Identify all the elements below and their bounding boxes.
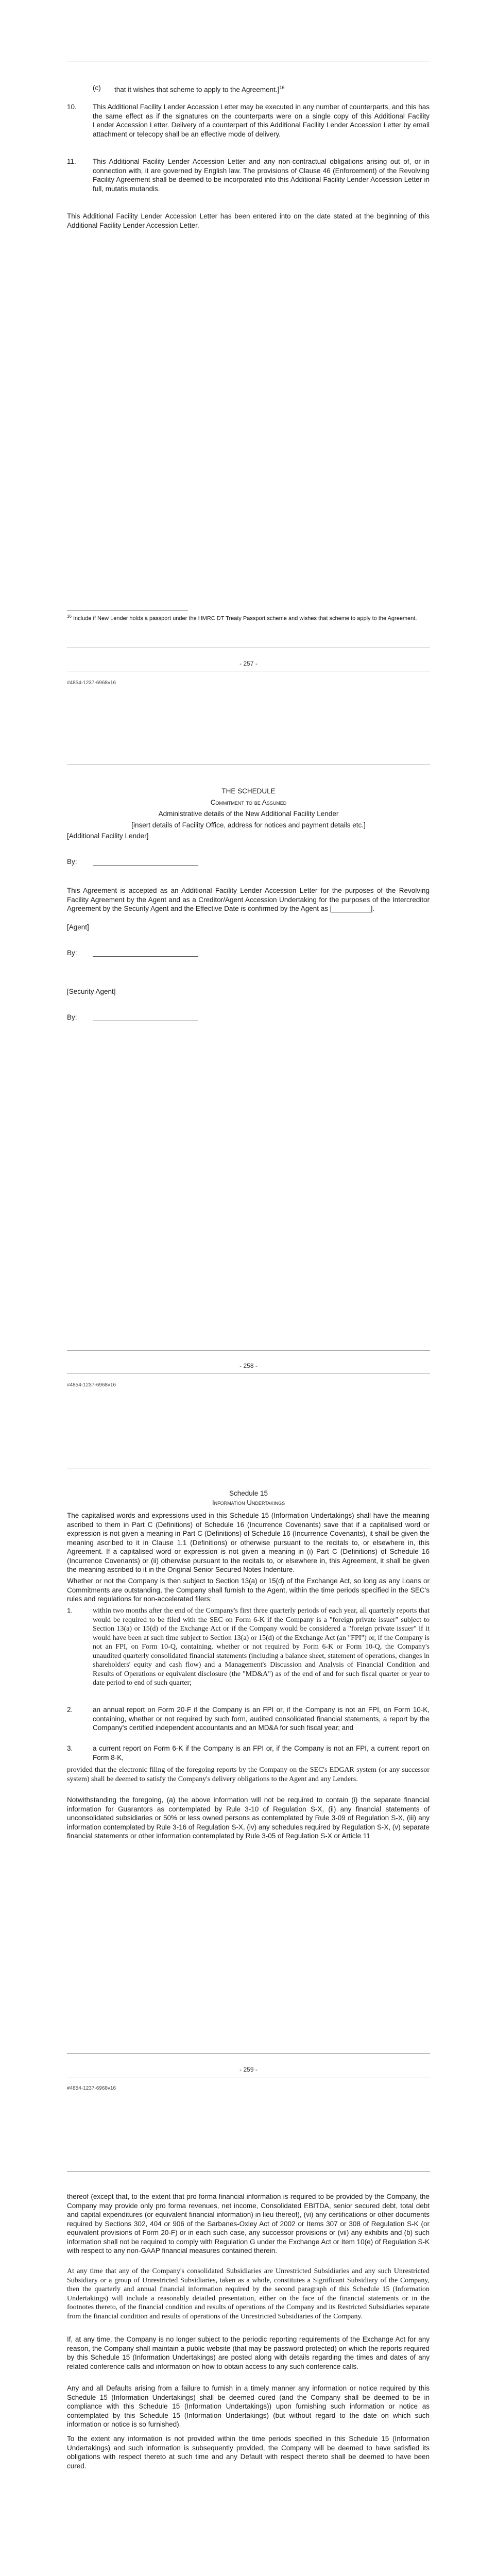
section-heading: Administrative details of the New Additional Facility Lender xyxy=(158,810,339,818)
by-label: By: xyxy=(67,1013,77,1021)
list-marker: 1. xyxy=(67,1607,73,1615)
schedule-subtitle: Information Undertakings xyxy=(212,1499,285,1506)
edgar-proviso: provided that the electronic filing of the foregoing reports by the Company on the SEC's EDGAR system (or any successor system) shall be deemed to satisfy the Company's delivery obligations to the Agent and any Lenders. xyxy=(67,1766,430,1783)
acceptance-paragraph: This Agreement is accepted as an Additional Facility Lender Accession Letter for the purposes of the Revolving Facility Agreement by the Agent and as a Creditor/Agent Accession Undertaking for the purposes of the Intercreditor Agreement by the Security Agent and the Effective Date is confirmed by the Agent as [__________]. xyxy=(67,887,430,912)
page-bottom-rule xyxy=(67,1350,430,1351)
current-report-item: a current report on Form 6-K if the Company is an FPI or, if the Company is not an FPI, a current report on Form 8-K, xyxy=(93,1744,430,1761)
list-marker: (c) xyxy=(93,84,101,92)
footnote xyxy=(67,613,430,622)
notwithstanding-paragraph: Notwithstanding the foregoing, (a) the above information will not be required to contain (i) the separate financial information for Guarantors as contemplated by Rule 3-10 of Regulation S-X, (ii) any financial statements of unconsolidated subsidiaries or 50% or less owned persons as contemplated by Rule 3-09 of Regulation S-X, (iii) any information contemplated by Rule 3-16 of Regulation S-X, (iv) any schedules required by Regulation S-X, (v) separate financial statements or other information contemplated by Rule 3-05 of Regulation S-X or Article 11 xyxy=(67,1796,430,1840)
security-agent-label: [Security Agent] xyxy=(67,988,116,995)
list-marker: 2. xyxy=(67,1706,73,1714)
page-257 xyxy=(0,0,497,703)
reporting-intro: Whether or not the Company is then subject to Section 13(a) or 15(d) of the Exchange Act, so long as any Loans or Commitments are outstanding, the Company shall furnish to the Agent, within the time periods specified in the SEC's rules and regulations for non-accelerated filers: xyxy=(67,1577,430,1603)
list-marker: 3. xyxy=(67,1744,73,1752)
doc-id: #4854-1237-6968v16 xyxy=(67,1382,116,1388)
list-item-text xyxy=(114,83,429,94)
lender-label: [Additional Facility Lender] xyxy=(67,832,149,840)
by-label: By: xyxy=(67,949,77,957)
definitions-paragraph: The capitalised words and expressions used in this Schedule 15 (Information Undertakings) shall have the meaning ascribed to them in Part C (Definitions) of Schedule 16 (Incurrence Covenants) save that if a capitalised word or expression is not given a meaning in Part C (Definitions) of Schedule 16 (Incurrence Covenants), it shall be given the meaning ascribed to it in Clause 1.1 (Definitions) or otherwise pursuant to the recitals to, or elsewhere in, this Agreement. If a capitalised word or expression is not given a meaning in (i) Part C (Definitions) of Schedule 16 (Incurrence Covenants) or (ii) otherwise pursuant to the recitals to, or elsewhere in, this Agreement, it shall be given the meaning ascribed to it in the Original Senior Secured Notes Indenture. xyxy=(67,1512,430,1573)
annual-report-item: an annual report on Form 20-F if the Company is an FPI or, if the Company is not an FPI, on Form 10-K, containing, whether or not required by such form, audited consolidated financial statements, a report by the Company's certified independent accountants and an MD&A for such fiscal year; and xyxy=(93,1706,430,1732)
list-marker: 11. xyxy=(67,158,76,165)
list-marker: 10. xyxy=(67,103,77,111)
exceptions-paragraph: thereof (except that, to the extent that pro forma financial information is required to be provided by the Company, the Company may provide only pro forma revenues, net income, Consolidated EBITDA, senior secured debt, total debt and capital expenditures (or equivalent financial information) in lieu thereof), (vi) any certifications or other documents required by Sections 302, 404 or 906 of the Sarbanes-Oxley Act of 2002 or Items 307 or 308 of Regulation S-K (or equivalent provisions of Form 20-F) or in each such case, any successor provisions or (vii) any exhibits and (b) such information shall not be required to comply with Regulation G under the Exchange Act or Item 10(e) of Regulation S-K with respect to any non-GAAP financial measures contained therein. xyxy=(67,2193,430,2255)
closing-paragraph: This Additional Facility Lender Accession Letter has been entered into on the date stated at the beginning of this Additional Facility Lender Accession Letter. xyxy=(67,212,430,229)
quarterly-reports-item: within two months after the end of the Company's first three quarterly periods of each year, all quarterly reports that would be required to be filed with the SEC on Form 6-K if the Company is a "foreign private issuer" subject to Section 13(a) or 15(d) of the Exchange Act or if the Company would be considered a "foreign private issuer" if it would have been at such time subject to Section 13(a) or 15(d) of the Exchange Act (an "FPI") or, if the Company is not an FPI, on Form 10-Q, containing, whether or not required by Form 6-K or Form 10-Q, the Company's unaudited quarterly consolidated financial statements (including a balance sheet, statement of operations, changes in shareholders' equity and cash flow) and a Management's Discussion and Analysis of Financial Condition and Results of Operations or equivalent disclosure (the "MD&A") as of the end of and for such fiscal quarter or year to date period to end of such quarter; xyxy=(93,1607,430,1687)
page-258 xyxy=(0,703,497,1406)
agent-label: [Agent] xyxy=(67,923,89,931)
signature-line xyxy=(93,956,198,957)
signature-line xyxy=(93,865,198,866)
page-bottom-rule xyxy=(67,2053,430,2054)
page-number: - 259 - xyxy=(239,2066,258,2073)
schedule-subtitle: Commitment to be Assumed xyxy=(210,799,287,806)
footnote-number: 16 xyxy=(67,614,72,619)
schedule-title: Schedule 15 xyxy=(229,1489,268,1497)
page-259 xyxy=(0,1406,497,2110)
insert-note: [insert details of Facility Office, address for notices and payment details etc.] xyxy=(131,821,366,829)
footnote-text: Include if New Lender holds a passport under the HMRC DT Treaty Passport scheme and wishes that scheme to apply to the Agreement. xyxy=(73,615,417,622)
defaults-cured-paragraph: Any and all Defaults arising from a failure to furnish in a timely manner any information or notice required by this Schedule 15 (Information Undertakings) shall be deemed cured (and the Company shall be deemed to be in compliance with this Schedule 15 (Information Undertakings)) upon furnishing such information or notice as contemplated by this Schedule 15 (Information Undertakings) (but without regard to the date on which such information or notice is so furnished). xyxy=(67,2384,430,2428)
by-label: By: xyxy=(67,858,77,866)
footnote-ref: 16 xyxy=(279,85,285,90)
schedule-title: THE SCHEDULE xyxy=(221,787,276,795)
public-website-paragraph: If, at any time, the Company is no longer subject to the periodic reporting requirements of the Exchange Act for any reason, the Company shall maintain a public website (that may be password protected) on which the reports required by this Schedule 15 (Information Undertakings) are posted along with details regarding the times and dates of any related conference calls and information on how to obtain access to any such conference calls. xyxy=(67,2335,430,2370)
doc-id: #4854-1237-6968v16 xyxy=(67,680,116,686)
clause-10: This Additional Facility Lender Accession Letter may be executed in any number of counterparts, and this has the same effect as if the signatures on the counterparts were on a single copy of this Additional Facility Lender Accession Letter. Delivery of a counterpart of this Additional Facility Lender Accession Letter by email attachment or telecopy shall be an effective mode of delivery. xyxy=(93,103,430,138)
item-text: that it wishes that scheme to apply to the Agreement.] xyxy=(114,86,280,94)
page-number: - 258 - xyxy=(239,1362,258,1369)
page-number: - 257 - xyxy=(239,660,258,667)
clause-11: This Additional Facility Lender Accession Letter and any non-contractual obligations arising out of, or in connection with, it are governed by English law. The provisions of Clause 46 (Enforcement) of the Revolving Facility Agreement shall be deemed to be incorporated into this Additional Facility Lender Accession Letter in full, mutatis mutandis. xyxy=(93,158,430,193)
unrestricted-subsidiaries-paragraph: At any time that any of the Company's consolidated Subsidiaries are Unrestricted Subsidiaries and any such Unrestricted Subsidiary or a group of Unrestricted Subsidiaries, taken as a whole, constitutes a Significant Subsidiary of the Company, then the quarterly and annual financial information required by the second paragraph of this Schedule 15 (Information Undertakings) will include a reasonably detailed presentation, either on the face of the financial statements or in the footnotes thereto, of the financial condition and results of operations of the Company and its Restricted Subsidiaries separate from the financial condition and results of operations of the Unrestricted Subsidiaries of the Company. xyxy=(67,2267,430,2320)
page-top-rule xyxy=(67,2171,430,2172)
doc-id: #4854-1237-6968v16 xyxy=(67,2086,116,2091)
page-260 xyxy=(0,2110,497,2576)
late-information-paragraph: To the extent any information is not provided within the time periods specified in this Schedule 15 (Information Undertakings) and such information is subsequently provided, the Company will be deemed to have satisfied its obligations with respect thereto at such time and any Default with respect thereto shall be deemed to have been cured. xyxy=(67,2435,430,2470)
footnote-rule xyxy=(67,610,188,611)
